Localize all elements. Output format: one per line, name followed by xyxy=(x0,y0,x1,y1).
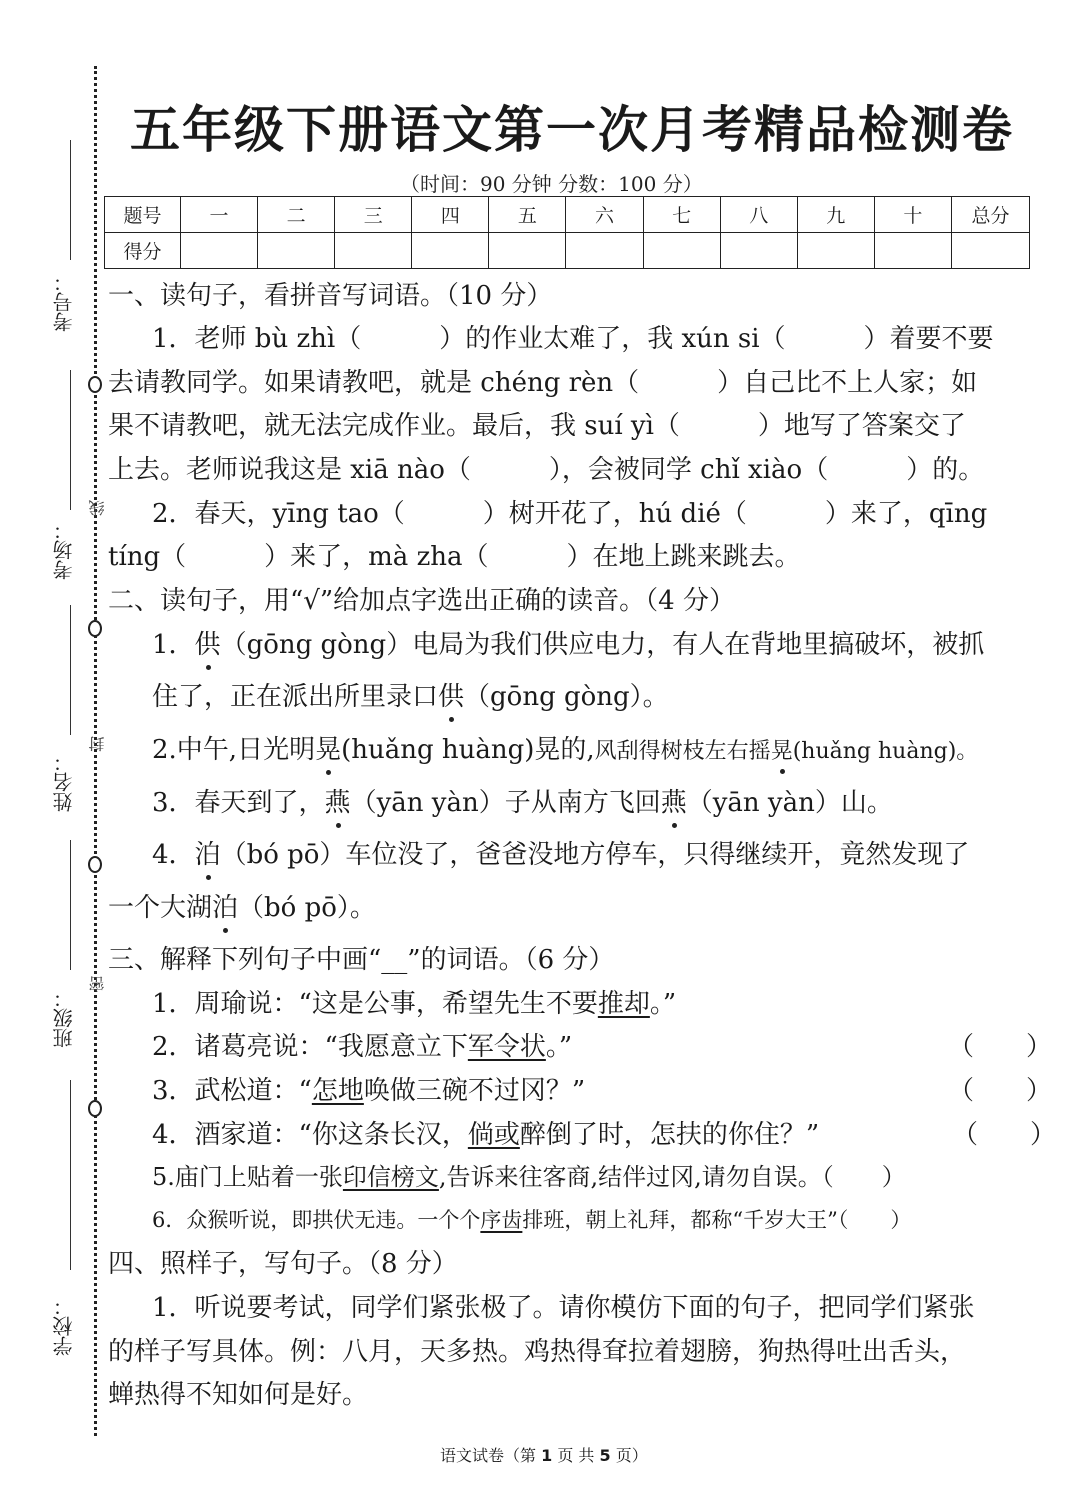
question-line: 2.中午,日光明晃(huǎng huàng)晃的,风刮得树枝左右摇晃(huǎng huàng)。 xyxy=(152,735,979,765)
question-line: 3．春天到了，燕（yān yàn）子从南方飞回燕（yān yàn）山。 xyxy=(152,788,893,818)
score-cell[interactable] xyxy=(797,233,874,269)
field-line xyxy=(70,370,71,510)
question-line: 4．酒家道：“你这条长汉，倘或醉倒了时，怎扶的你住？” xyxy=(152,1120,820,1150)
binding-hole xyxy=(88,856,102,873)
column-header: 六 xyxy=(566,197,643,233)
dotted-char: 泊 xyxy=(212,893,239,923)
score-cell[interactable] xyxy=(335,233,412,269)
question-line: 住了，正在派出所里录口供（gōng gòng）。 xyxy=(152,682,669,712)
column-header: 七 xyxy=(643,197,720,233)
underlined-word: 倘或 xyxy=(467,1120,520,1150)
column-header: 四 xyxy=(412,197,489,233)
question-line: 一个大湖泊（bó pō）。 xyxy=(108,893,376,923)
row-label: 得分 xyxy=(105,233,181,269)
table-row xyxy=(105,233,1030,269)
class-label: 班级： xyxy=(52,988,76,1048)
column-header: 五 xyxy=(489,197,566,233)
score-cell[interactable] xyxy=(489,233,566,269)
score-cell[interactable] xyxy=(181,233,258,269)
question-line: 1．听说要考试，同学们紧张极了。请你模仿下面的句子，把同学们紧张 xyxy=(152,1293,975,1323)
question-line: 的样子写具体。例：八月，天多热。鸡热得耷拉着翅膀，狗热得吐出舌头， xyxy=(108,1337,967,1367)
column-header: 十 xyxy=(874,197,951,233)
school-label: 学校： xyxy=(52,1296,76,1356)
score-cell[interactable] xyxy=(874,233,951,269)
dotted-char: 晃 xyxy=(770,739,793,764)
underlined-word: 推却 xyxy=(597,989,650,1019)
name-label: 姓名： xyxy=(52,752,76,812)
answer-paren[interactable]: （ ） xyxy=(948,1032,1053,1062)
underlined-word: 军令状 xyxy=(467,1032,546,1062)
section-heading: 三、解释下列句子中画“__”的词语。（6 分） xyxy=(108,945,615,975)
page-title: 五年级下册语文第一次月考精品检测卷 xyxy=(130,101,1014,159)
underlined-word: 序齿 xyxy=(480,1208,523,1232)
column-header: 三 xyxy=(335,197,412,233)
column-header: 九 xyxy=(797,197,874,233)
section-heading: 二、读句子，用“√”给加点字选出正确的读音。（4 分） xyxy=(108,586,735,616)
question-line: 3．武松道：“怎地唤做三碗不过冈？” xyxy=(152,1076,586,1106)
seal-char-seal: 封 xyxy=(88,736,107,752)
exam-number-label: 考号： xyxy=(52,272,76,332)
seal-char-line: 线 xyxy=(88,500,107,516)
score-cell[interactable] xyxy=(566,233,643,269)
column-header: 二 xyxy=(258,197,335,233)
section-heading: 四、照样子，写句子。（8 分） xyxy=(108,1249,458,1279)
question-line: 上去。老师说我这是 xiā nào（ ），会被同学 chǐ xiào（ ）的。 xyxy=(108,455,985,485)
dotted-char: 燕 xyxy=(324,788,351,818)
score-cell[interactable] xyxy=(258,233,335,269)
score-cell[interactable] xyxy=(643,233,720,269)
answer-paren[interactable]: （ ） xyxy=(948,1076,1053,1106)
question-line: 1．供（gōng gòng）电局为我们供应电力，有人在背地里搞破坏，被抓 xyxy=(152,630,985,660)
field-line xyxy=(70,140,71,260)
question-line: 2．诸葛亮说：“我愿意立下军令状。” xyxy=(152,1032,573,1062)
column-header: 总分 xyxy=(952,197,1030,233)
binding-hole xyxy=(88,376,102,393)
underlined-word: 印信榜文 xyxy=(342,1163,439,1191)
question-line: 蝉热得不知如何是好。 xyxy=(108,1380,369,1410)
page-footer: 语文试卷（第 1 页 共 5 页） xyxy=(440,1446,648,1465)
section-heading: 一、读句子，看拼音写词语。（10 分） xyxy=(108,281,553,311)
dotted-char: 晃 xyxy=(315,735,342,765)
dotted-char: 供 xyxy=(438,682,465,712)
question-line: 2．春天，yīng tao（ ）树开花了，hú dié（ ）来了，qīng xyxy=(152,499,988,529)
exam-info: （时间：90 分钟 分数：100 分） xyxy=(400,172,703,196)
column-header: 八 xyxy=(720,197,797,233)
dotted-char: 燕 xyxy=(660,788,687,818)
field-line xyxy=(70,605,71,735)
seal-char-secret: 密 xyxy=(88,976,107,992)
underlined-word: 怎地 xyxy=(311,1076,364,1106)
table-row xyxy=(105,197,1030,233)
dotted-char: 供 xyxy=(194,630,221,660)
binding-hole xyxy=(88,620,102,637)
question-line: 6．众猴听说，即拱伏无违。一个个序齿排班，朝上礼拜，都称“千岁大王”（ ） xyxy=(152,1208,912,1232)
question-line: 1．周瑜说：“这是公事，希望先生不要推却。” xyxy=(152,989,677,1019)
question-line: 果不请教吧，就无法完成作业。最后，我 suí yì（ ）地写了答案交了 xyxy=(108,411,966,441)
score-cell[interactable] xyxy=(720,233,797,269)
question-line: 去请教同学。如果请教吧，就是 chéng rèn（ ）自己比不上人家；如 xyxy=(108,368,978,398)
column-header: 一 xyxy=(181,197,258,233)
question-line: 1．老师 bù zhì（ ）的作业太难了，我 xún si（ ）着要不要 xyxy=(152,324,994,354)
exam-room-label: 考场： xyxy=(52,520,76,580)
row-label: 题号 xyxy=(105,197,181,233)
binding-hole xyxy=(88,1100,102,1117)
field-line xyxy=(70,1080,71,1270)
dotted-char: 泊 xyxy=(194,840,221,870)
question-line: 4．泊（bó pō）车位没了，爸爸没地方停车，只得继续开，竟然发现了 xyxy=(152,840,970,870)
question-line: tíng（ ）来了，mà zha（ ）在地上跳来跳去。 xyxy=(108,542,801,572)
field-line xyxy=(70,840,71,970)
score-cell[interactable] xyxy=(952,233,1030,269)
score-cell[interactable] xyxy=(412,233,489,269)
score-table xyxy=(104,196,1030,269)
answer-paren[interactable]: （ ） xyxy=(952,1120,1057,1150)
question-line: 5.庙门上贴着一张印信榜文,告诉来往客商,结伴过冈,请勿自误。（ ） xyxy=(152,1163,906,1191)
